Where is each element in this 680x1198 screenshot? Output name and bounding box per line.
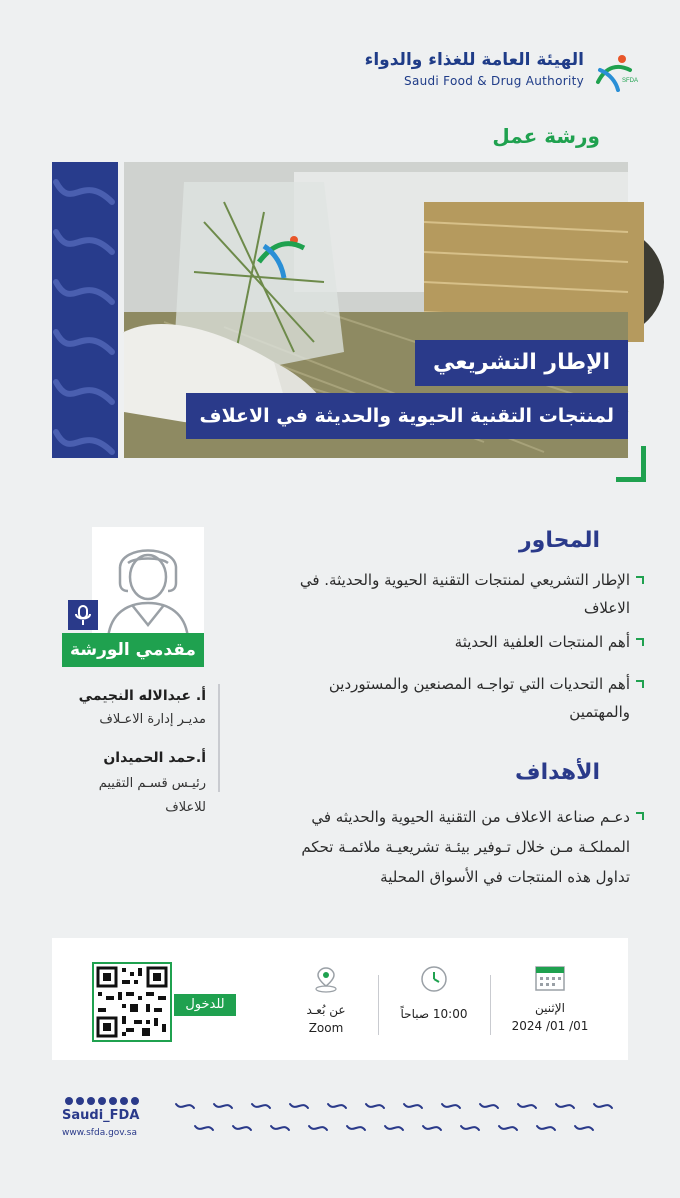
snapchat-icon — [109, 1097, 117, 1105]
decorative-corner — [616, 446, 646, 482]
presenter-role: مديـر إدارة الاعـلاف — [99, 712, 206, 727]
microphone-icon — [68, 600, 98, 630]
axes-heading: المحاور — [518, 528, 600, 553]
website-url[interactable]: www.sfda.gov.sa — [62, 1128, 137, 1138]
youtube-icon — [87, 1097, 95, 1105]
qr-code[interactable] — [92, 962, 172, 1042]
presenter-name: أ.حمد الحميدان — [103, 750, 206, 766]
decorative-footer-pattern — [170, 1098, 620, 1142]
facebook-icon — [120, 1097, 128, 1105]
time-info — [386, 964, 482, 1021]
logo-name-arabic: الهيئة العامة للغذاء والدواء — [364, 50, 584, 70]
sfda-logo-icon — [592, 52, 639, 92]
presenters-label: مقدمي الورشة — [62, 633, 204, 667]
divider — [490, 975, 491, 1035]
social-icons — [64, 1096, 140, 1108]
logo-abbr: SFDA — [622, 78, 639, 84]
sfda-logo — [364, 50, 639, 94]
clock-icon — [419, 964, 449, 994]
axes-item: الإطار التشريعي لمنتجات التقنية الحيوية والحديثة. في الاعلاف — [290, 566, 630, 622]
divider — [218, 684, 220, 792]
day-label: الإثنين — [535, 1001, 565, 1015]
mode-label: عن بُعـد — [306, 1003, 346, 1017]
divider — [378, 975, 379, 1035]
avatar-icon — [92, 527, 204, 639]
whatsapp-icon — [65, 1097, 73, 1105]
enter-button[interactable]: للدخول — [174, 994, 236, 1016]
platform-label: Zoom — [308, 1021, 344, 1035]
time-label: 10:00 صباحاً — [400, 1007, 468, 1021]
workshop-label: ورشة عمل — [492, 124, 600, 148]
avatar — [92, 527, 204, 639]
goals-item: دعـم صناعة الاعلاف من التقنية الحيوية والحديثه في المملكـة مـن خلال تـوفير بيئـة تشريعيـة ملائمـة تحكم تداول هذه المنتجات في الأسواق المحلية — [290, 802, 630, 892]
presenter-role-line2: للاعلاف — [165, 800, 206, 815]
location-pin-icon — [311, 964, 341, 994]
axes-item: أهم التحديات التي تواجـه المصنعين والمستوردين والمهتمين — [290, 670, 630, 726]
axes-item: أهم المنتجات العلفية الحديثة — [290, 628, 630, 656]
logo-name-english: Saudi Food & Drug Authority — [404, 74, 584, 88]
x-icon — [131, 1097, 139, 1105]
hero-title-line1: الإطار التشريعي — [415, 340, 628, 386]
date-label: 2024 /01 /01 — [511, 1019, 589, 1033]
social-handle: Saudi_FDA — [62, 1108, 140, 1123]
goals-heading: الأهداف — [515, 760, 600, 785]
date-info — [500, 962, 600, 1033]
instagram-icon — [98, 1097, 106, 1105]
calendar-icon — [534, 962, 566, 992]
presenter-name: أ. عبدالاله النجيمي — [78, 688, 206, 704]
hero-title-line2: لمنتجات التقنية الحيوية والحديثة في الاعلاف — [186, 393, 629, 439]
linkedin-icon — [76, 1097, 84, 1105]
presenter-role: رئيـس قسـم التقييم — [98, 776, 206, 791]
decorative-pattern-panel — [52, 162, 118, 458]
location-info — [280, 964, 372, 1035]
